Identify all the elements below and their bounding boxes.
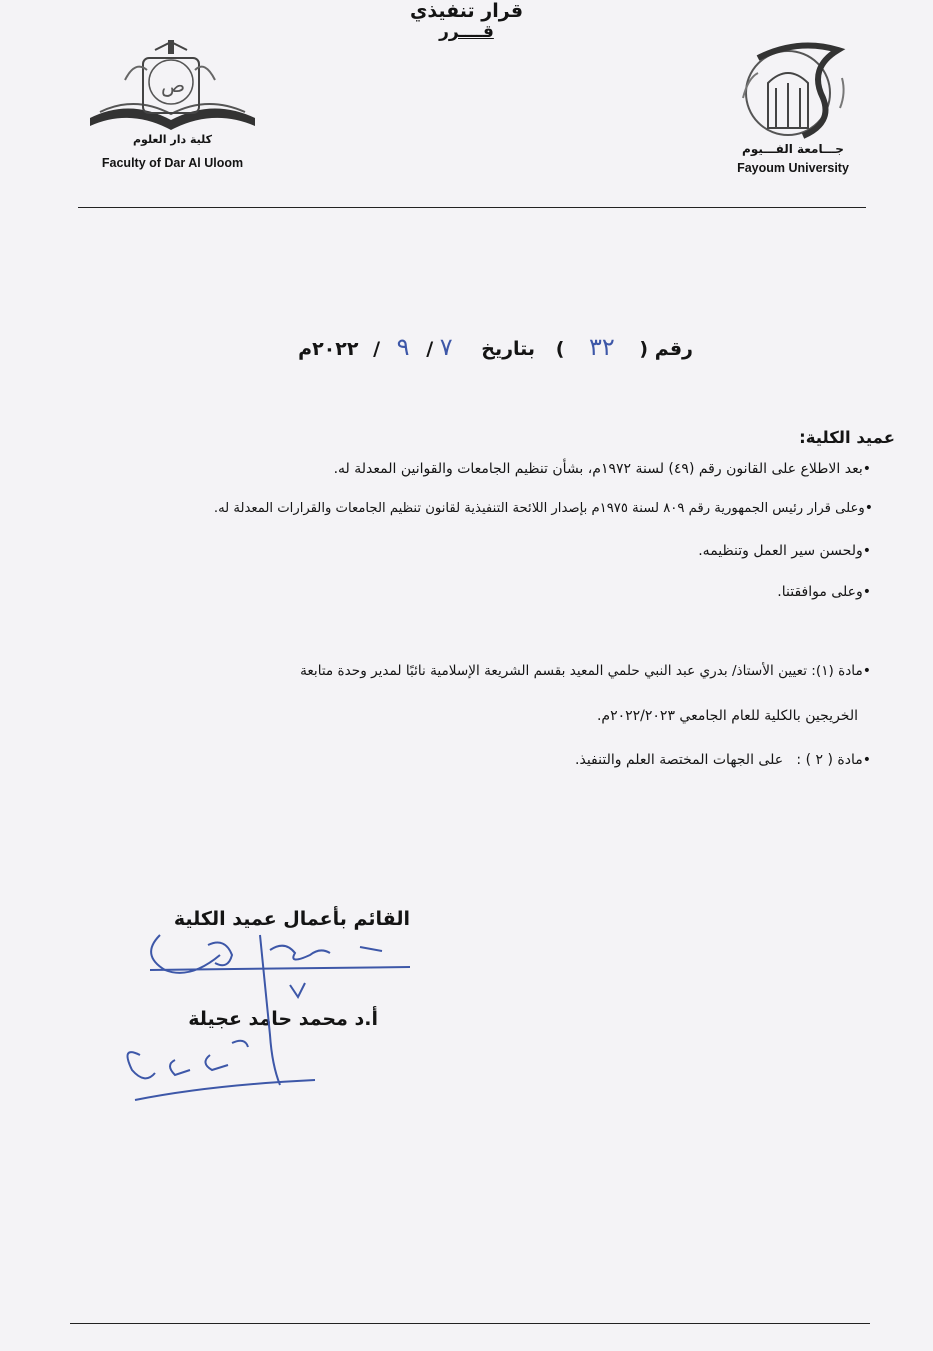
fayoum-caption-en: Fayoum University — [737, 161, 849, 175]
date-separator: / — [426, 338, 434, 360]
date-year: ٢٠٢٢م — [298, 338, 359, 360]
article-item: •مادة (١): تعيين الأستاذ/ بدري عبد النبي حلمي المعيد بقسم الشريعة الإسلامية نائبًا لمدير وحدة متابعة — [300, 663, 871, 679]
consideration-item: •ولحسن سير العمل وتنظيمه. — [698, 543, 871, 559]
signature-name: أ.د محمد حامد عجيلة — [188, 1008, 378, 1030]
date-month: ٩ — [396, 333, 410, 361]
article-item: •مادة ( ٢ ) : على الجهات المختصة العلم والتنفيذ. — [575, 752, 871, 768]
signature-title: القائم بأعمال عميد الكلية — [173, 908, 410, 930]
consideration-item: •وعلى قرار رئيس الجمهورية رقم ٨٠٩ لسنة ١٩٧٥م بإصدار اللائحة التنفيذية لقانون تنظيم الجامعات والقرارات المعدلة له. — [213, 500, 873, 516]
decision-number-line — [298, 333, 693, 361]
consideration-item: •بعد الاطلاع على القانون رقم (٤٩) لسنة ١٩٧٢م، بشأن تنظيم الجامعات والقوانين المعدلة له. — [333, 461, 871, 477]
consideration-item: •وعلى موافقتنا. — [777, 584, 871, 600]
date-day: ٧ — [439, 333, 453, 361]
article-item-continuation: الخريجين بالكلية للعام الجامعي ٢٠٢٢/٢٠٢٣م. — [596, 708, 858, 724]
dar-al-uloom-logo-icon — [85, 40, 260, 135]
dar-al-uloom-logo — [80, 40, 265, 180]
decision-title: قرار تنفيذي — [409, 0, 524, 22]
number-suffix: ) — [555, 338, 565, 360]
dar-al-uloom-caption-en: Faculty of Dar Al Uloom — [101, 156, 244, 170]
decision-number: ٣٢ — [589, 333, 615, 361]
dar-al-uloom-caption-ar: كلية دار العلوم — [132, 133, 212, 146]
fayoum-university-logo — [718, 38, 868, 183]
svg-text:ص: ص — [161, 73, 186, 97]
number-prefix: رقم ( — [639, 338, 693, 360]
footer-divider — [70, 1323, 870, 1324]
fayoum-caption-ar: جـــامعة الفـــيوم — [742, 142, 844, 156]
decides-heading: قــــرر — [439, 22, 494, 42]
header-divider — [78, 207, 866, 208]
handwritten-signature-icon — [120, 925, 420, 1110]
fayoum-university-logo-icon — [728, 38, 858, 143]
date-separator: / — [373, 338, 381, 360]
addressee: عميد الكلية: — [799, 428, 895, 447]
date-label: بتاريخ — [481, 338, 536, 360]
